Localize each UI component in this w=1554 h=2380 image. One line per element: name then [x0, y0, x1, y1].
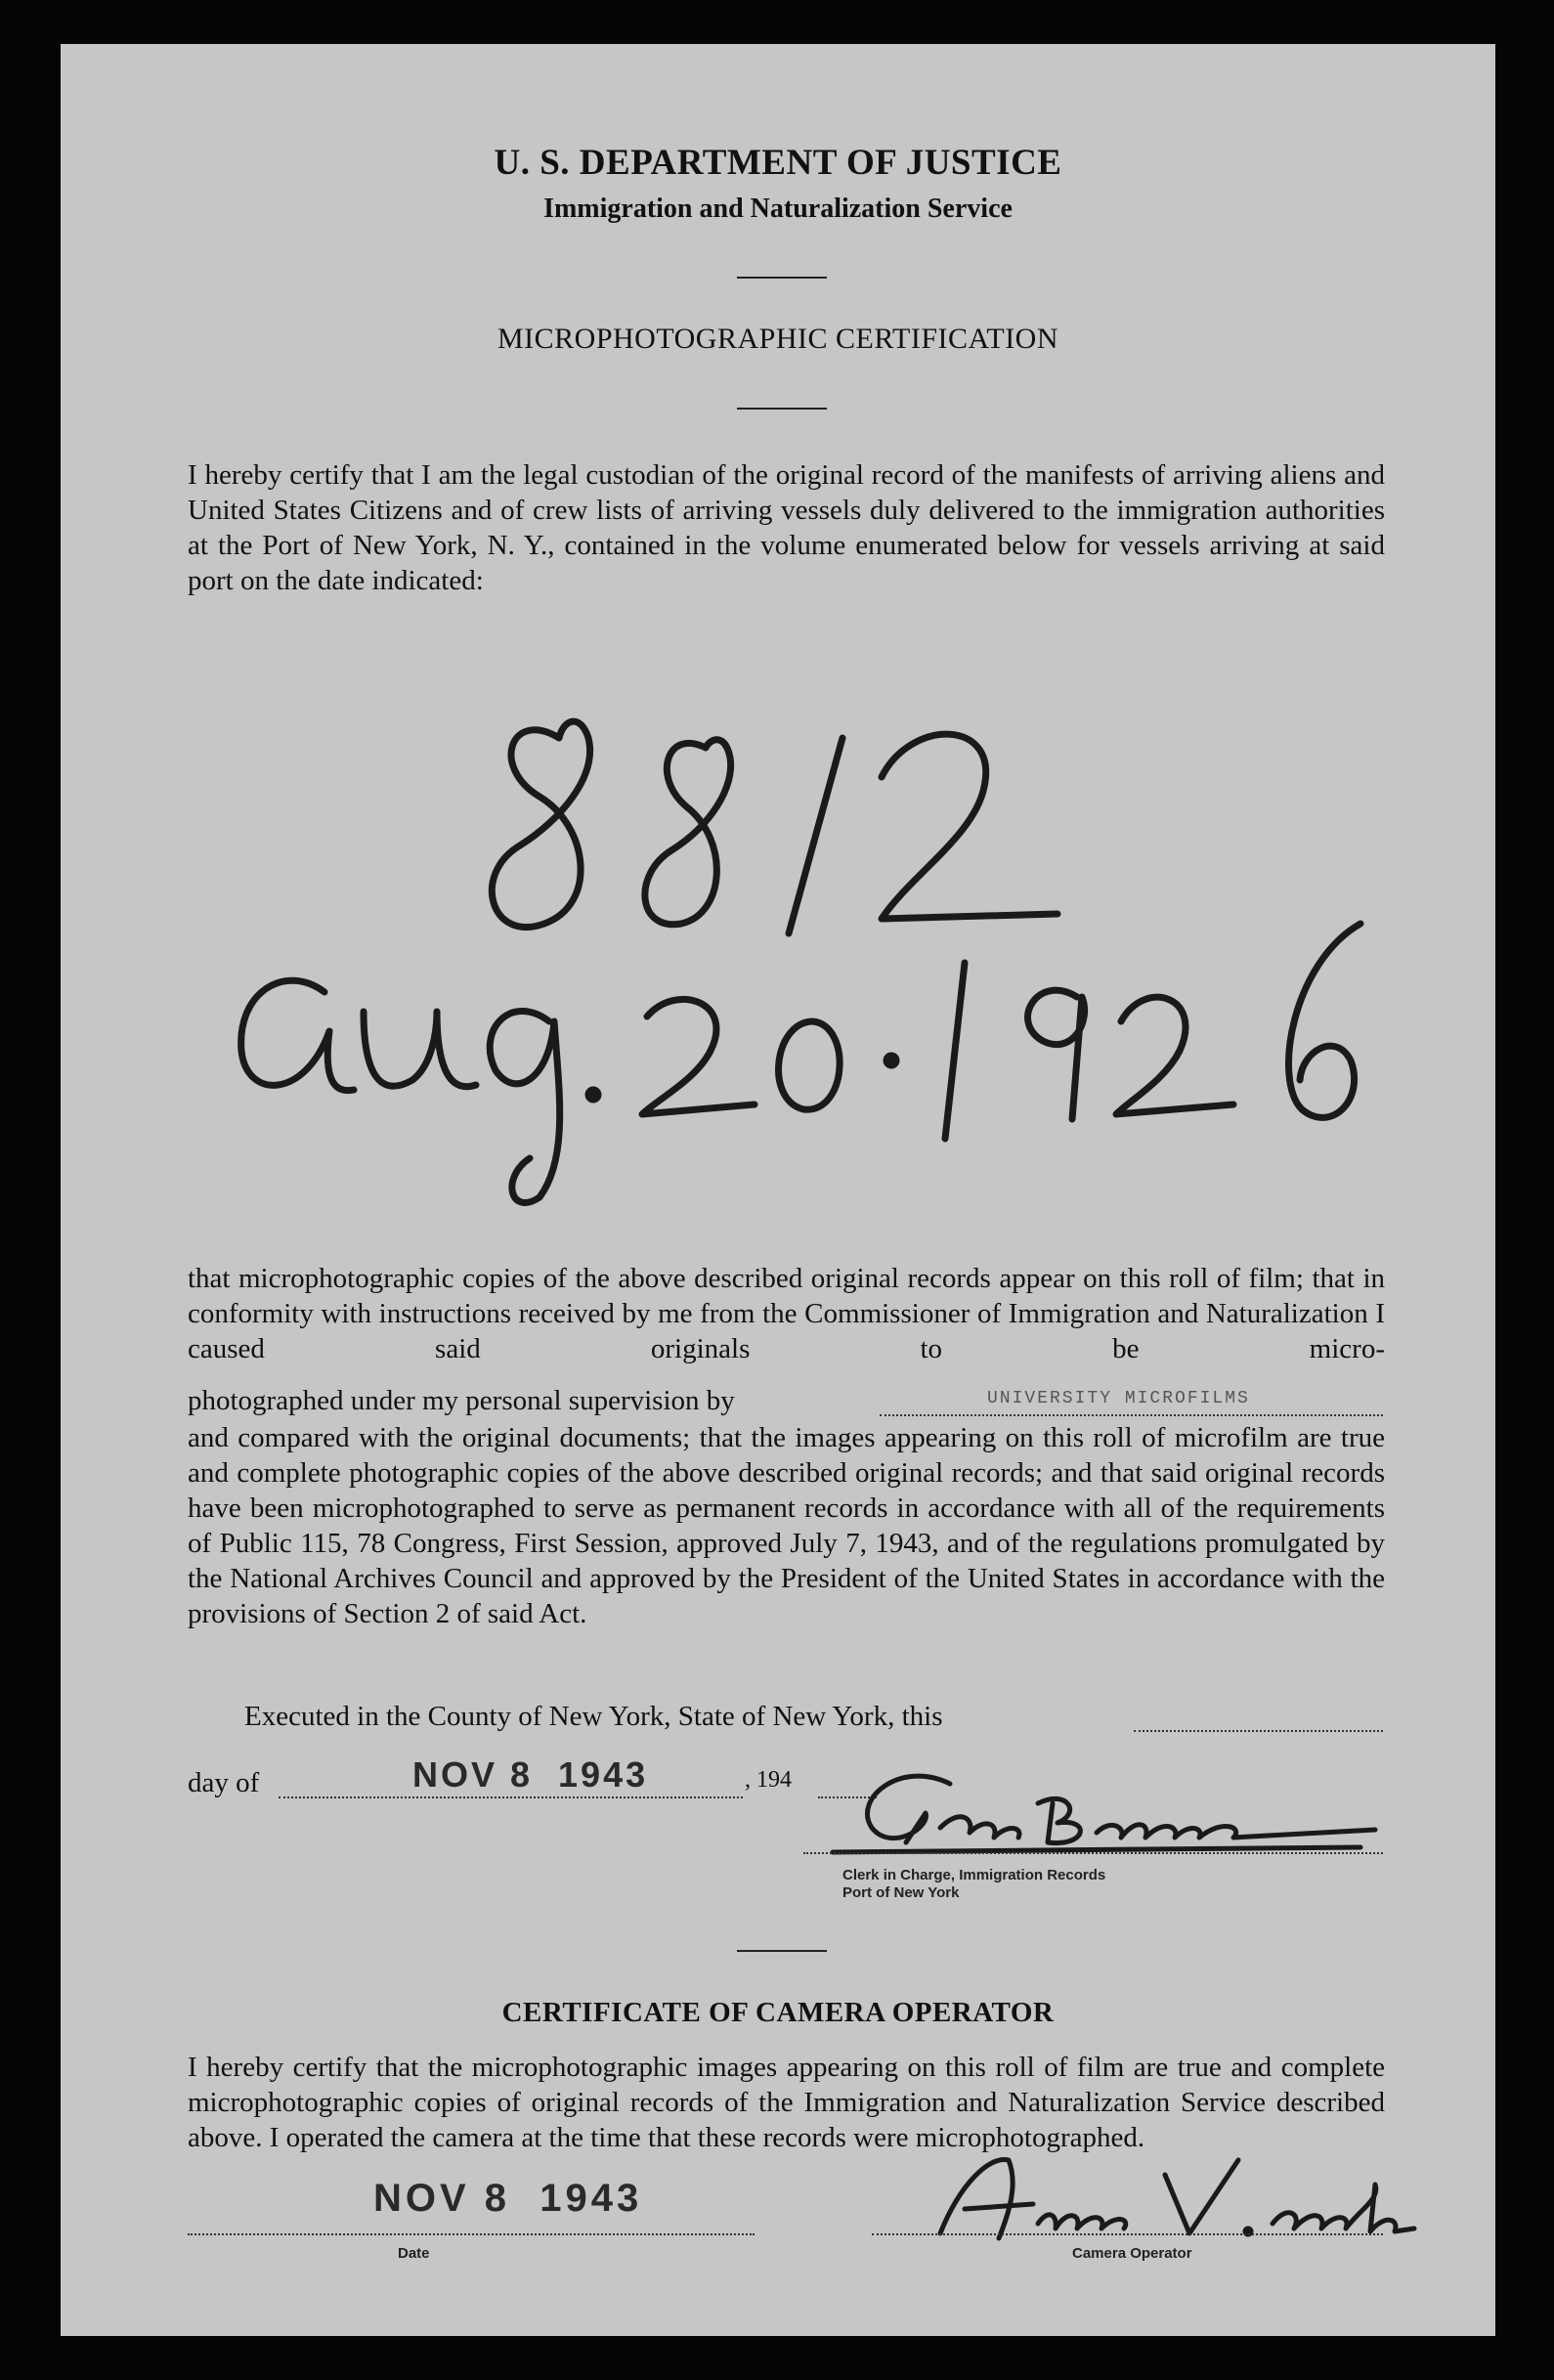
intro-paragraph: I hereby certify that I am the legal custodian of the original record of the manifests of arriving aliens and United States Citizens and of crew lists of arriving vessels duly delivered to the immigration authorities at the Port of New York, N. Y., contained in the volume enumerated below for vessels arriving at said port on the date indicated: — [188, 459, 1385, 596]
clerk-title-line1: Clerk in Charge, Immigration Records — [842, 1867, 1106, 1883]
clerk-title-line2: Port of New York — [842, 1884, 960, 1901]
divider — [737, 277, 827, 279]
service-subheading: Immigration and Naturalization Service — [543, 194, 1013, 224]
body-paragraph-part1: that microphotographic copies of the above described original records appear on this roll of film; that in conformity with instructions received by me from the Commissioner of Immigration and Naturalization I caused said originals to be micro- — [188, 1263, 1385, 1364]
divider — [737, 408, 827, 410]
execution-dotted-line — [1134, 1730, 1383, 1732]
operator-label: Camera Operator — [1072, 2245, 1192, 2262]
camera-operator-paragraph: I hereby certify that the microphotographic images appearing on this roll of film are true and complete microphotographic copies of original records of the Immigration and Naturalization Service described above. I operated the camera at the time that these records were microphotographed. — [188, 2052, 1385, 2153]
supervision-prefix: photographed under my personal supervision by — [188, 1385, 735, 1416]
date-dotted-line — [188, 2233, 755, 2235]
day-dotted-line — [279, 1796, 743, 1798]
body-paragraph-part2: and compared with the original documents; that the images appearing on this roll of microfilm are true and complete photographic copies of the above described original records; and that said original records have been microphotographed to serve as permanent records in accordance with all of the requirements of Public 115, 78 Congress, First Session, approved July 7, 1943, and of the regulations promulgated by the National Archives Council and approved by the President of the United States in accordance with the provisions of Section 2 of said Act. — [188, 1422, 1385, 1629]
operator-dotted-line — [872, 2233, 1383, 2235]
clerk-title — [842, 1867, 1105, 1902]
certificate-document — [61, 44, 1495, 2336]
year-prefix: , 194 — [745, 1767, 792, 1793]
camera-operator-title: CERTIFICATE OF CAMERA OPERATOR — [501, 1997, 1055, 2028]
clerk-signature — [813, 1759, 1400, 1867]
divider — [737, 1950, 827, 1952]
operator-signature — [872, 2145, 1419, 2253]
execution-line: Executed in the County of New York, State of New York, this — [244, 1701, 943, 1732]
clerk-signature-dotted-line — [803, 1852, 1383, 1854]
execution-stamped-date: NOV 8 1943 — [412, 1754, 649, 1795]
supervision-dotted-line — [880, 1414, 1383, 1416]
day-of-label: day of — [188, 1767, 260, 1798]
supervision-typed-value: UNIVERSITY MICROFILMS — [987, 1389, 1250, 1408]
certification-title: MICROPHOTOGRAPHIC CERTIFICATION — [496, 323, 1059, 355]
handwritten-date — [217, 904, 1478, 1217]
department-heading: U. S. DEPARTMENT OF JUSTICE — [494, 143, 1062, 183]
date-label: Date — [398, 2245, 430, 2262]
operator-stamped-date: NOV 8 1943 — [373, 2177, 643, 2220]
